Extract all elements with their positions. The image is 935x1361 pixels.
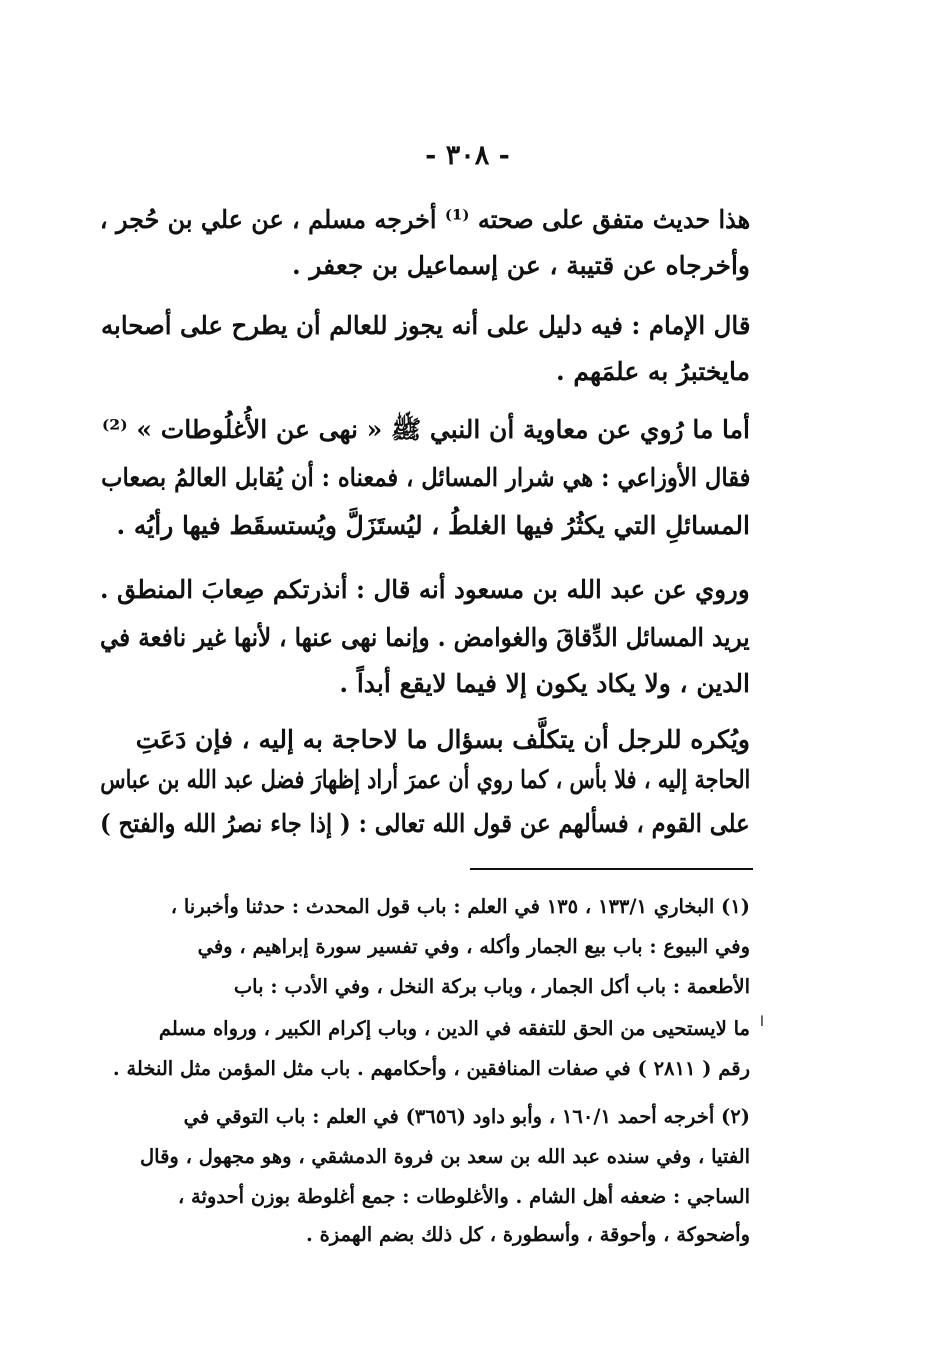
text-line: وأخرجاه عن قتيبة ، عن إسماعيل بن جعفر .: [291, 251, 750, 280]
text-line: المسائلِ التي يكثُرُ فيها الغلطُ ، ليُستَزَلَّ ويُستسقَط فيها رأيُه .: [116, 511, 750, 540]
text-line: الدين ، ولا يكاد يكون إلا فيما لايقع أبداً .: [339, 669, 750, 698]
text-line: هذا حديث متفق على صحته ⁽¹⁾ أخرجه مسلم ، عن علي بن حُجر ،: [99, 205, 750, 234]
text-line: يريد المسائل الدِّقاقَ والغوامض . وإنما نهى عنها ، لأنها غير نافعة في: [100, 623, 750, 652]
footnote-line: الفتيا ، وفي سنده عبد الله بن سعد بن فروة الدمشقي ، وهو مجهول ، وقال: [139, 1145, 750, 1168]
footnote-line: الساجي : ضعفه أهل الشام . والأغلوطات : جمع أغلوطة بوزن أحدوثة ،: [177, 1185, 750, 1208]
text-line: أما ما رُوي عن معاوية أن النبي ﷺ « نهى عن الأُغلُوطات » ⁽²⁾: [101, 415, 750, 444]
text-line: فقال الأوزاعي : هي شرار المسائل ، فمعناه : أن يُقابل العالمُ بصعاب: [100, 463, 750, 492]
page-number: - ٣٠٨ -: [425, 140, 510, 171]
text-line: مايختبرُ به علمَهم .: [556, 357, 750, 386]
footnote-line: (١) البخاري ١٣٣/١ ، ١٣٥ في العلم : باب قول المحدث : حدثنا وأخبرنا ،: [170, 895, 750, 918]
margin-mark: ا: [760, 1014, 764, 1030]
text-line: على القوم ، فسألهم عن قول الله تعالى : ( إذا جاء نصرُ الله والفتح ): [100, 809, 750, 838]
text-line: وروي عن عبد الله بن مسعود أنه قال : أنذرتكم صِعابَ المنطق .: [100, 575, 750, 604]
text-line: ويُكره للرجل أن يتكلَّف بسؤال ما لاحاجة به إليه ، فإن دَعَتِ: [135, 725, 750, 754]
footnote-divider: [470, 868, 753, 870]
text-line: الحاجة إليه ، فلا بأس ، كما روي أن عمرَ أراد إظهارَ فضل عبد الله بن عباس: [99, 765, 750, 794]
footnote-line: الأطعمة : باب أكل الجمار ، وباب بركة النخل ، وفي الأدب : باب: [233, 975, 750, 998]
footnote-line: ما لايستحيى من الحق للتفقه في الدين ، وباب إكرام الكبير ، ورواه مسلم: [158, 1017, 750, 1040]
footnote-line: وفي البيوع : باب بيع الجمار وأكله ، وفي تفسير سورة إبراهيم ، وفي: [197, 935, 750, 958]
footnote-line: وأضحوكة ، وأحوقة ، وأسطورة ، كل ذلك بضم الهمزة .: [306, 1223, 750, 1246]
footnote-line: رقم ( ٢٨١١ ) في صفات المنافقين ، وأحكامهم . باب مثل المؤمن مثل النخلة .: [112, 1057, 750, 1080]
footnote-line: (٢) أخرجه أحمد ١٦٠/١ ، وأبو داود (٣٦٥٦) في العلم : باب التوقي في: [183, 1105, 750, 1128]
text-line: قال الإمام : فيه دليل على أنه يجوز للعالم أن يطرح على أصحابه: [100, 311, 750, 340]
